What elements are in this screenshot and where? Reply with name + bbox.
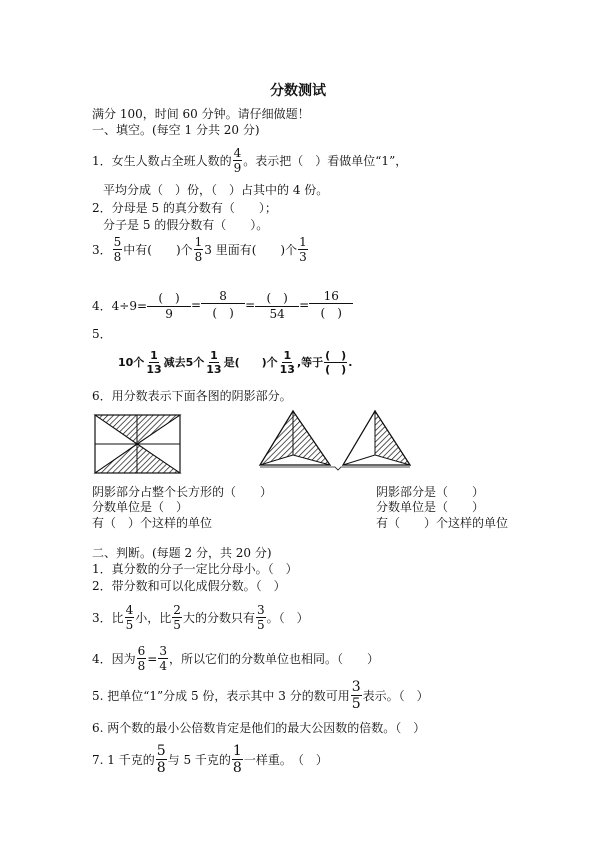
- triangle-figure-1: [260, 411, 330, 465]
- question-5: 10个 $\frac{1}{13}$ 减去5个 $\frac{1}{13}$ 是( )个 $\frac{1}{13}$ ,等于 $\frac{( )}{( )}$ .: [118, 349, 353, 376]
- fraction: $\frac{1}{13}$: [206, 349, 222, 376]
- fraction: 8 ( ): [201, 289, 245, 321]
- question-4: 4．4÷9= ( ) 9 = 8 ( ) = ( ) 54 = 16 ( ): [92, 289, 353, 321]
- fraction: 16 ( ): [309, 289, 353, 321]
- fraction: $\frac{2}{5}$: [173, 603, 181, 632]
- fraction: $\frac{1}{13}$: [146, 349, 162, 376]
- question-3: 3． $\frac{5}{8}$ 中有( )个 $\frac{1}{8}$ 3 里面有( )个 $\frac{1}{3}$: [92, 235, 307, 264]
- question-2b: 分子是 5 的假分数有（ ）。: [103, 218, 269, 232]
- question-1-line2: 平均分成（ ）份，（ ）占其中的 4 份。: [103, 183, 329, 197]
- fraction: $\frac{3}{5}$: [351, 679, 361, 712]
- judge-2: 2．带分数和可以化成假分数。（ ）: [92, 579, 286, 593]
- right-line-1: 阴影部分是（ ）: [376, 485, 485, 499]
- section2-header: 二、判断。(每题 2 分，共 20 分): [92, 546, 272, 560]
- question-2a: 2．分母是 5 的真分数有（ ）；: [92, 201, 277, 215]
- left-line-1: 阴影部分占整个长方形的（ ）: [92, 485, 273, 499]
- judge-5: 5. 把单位“1”分成 5 份，表示其中 3 分的数可用 $\frac{3}{5}$ 表示。（ ）: [92, 679, 429, 712]
- right-line-3: 有（ ）个这样的单位: [376, 516, 509, 530]
- fraction: ( ) 54: [255, 289, 299, 321]
- fraction: $\frac{1}{8}$: [232, 743, 242, 776]
- fraction: $\frac{1}{13}$: [279, 349, 295, 376]
- fraction: $\frac{4}{5}$: [125, 603, 134, 632]
- intro-text: 满分 100，时间 60 分钟。请仔细做题！: [92, 107, 310, 121]
- judge-7: 7. 1 千克的 $\frac{5}{8}$ 与 5 千克的 $\frac{1}{8}$ 一样重。 （ ）: [92, 743, 328, 776]
- judge-6: 6. 两个数的最小公倍数肯定是他们的最大公因数的倍数。（ ）: [92, 721, 426, 735]
- figures: [90, 410, 430, 480]
- fraction: $\frac{3}{4}$: [159, 644, 167, 673]
- fraction: $\frac{3}{5}$: [256, 603, 265, 632]
- question-6: 6．用分数表示下面各图的阴影部分。: [92, 389, 292, 403]
- question-5-num: 5．: [92, 327, 112, 341]
- fraction: $\frac{6}{8}$: [137, 644, 146, 673]
- fraction: $\frac{5}{8}$: [113, 235, 122, 264]
- triangle-figure-2: [343, 411, 410, 465]
- left-line-2: 分数单位是（ ）: [92, 500, 189, 514]
- right-line-2: 分数单位是（ ）: [376, 500, 485, 514]
- fraction: $\frac{5}{8}$: [156, 743, 166, 776]
- fraction: ( ) 9: [147, 289, 191, 321]
- fraction: $\frac{( )}{( )}$: [325, 349, 347, 376]
- question-1: 1． 女生人数占全班人数的 $\frac{4}{9}$ 。表示把（ ）看做单位“1”，: [92, 146, 408, 175]
- fraction: $\frac{1}{3}$: [299, 235, 307, 264]
- judge-3: 3．比 $\frac{4}{5}$ 小，比 $\frac{2}{5}$ 大的分数只有 $\frac{3}{5}$ 。（ ）: [92, 603, 309, 632]
- judge-1: 1．真分数的分子一定比分母小。（ ）: [92, 562, 298, 576]
- fraction: $\frac{4}{9}$: [233, 146, 242, 175]
- judge-4: 4．因为 $\frac{6}{8}$ = $\frac{3}{4}$ ，所以它们的分数单位也相同。（ ）: [92, 644, 379, 673]
- section1-header: 一、填空。(每空 1 分共 20 分): [92, 123, 260, 137]
- rectangle-figure: [95, 415, 180, 473]
- fraction: $\frac{1}{8}$: [194, 235, 203, 264]
- page-title: 分数测试: [270, 83, 326, 99]
- left-line-3: 有（ ）个这样的单位: [92, 516, 213, 530]
